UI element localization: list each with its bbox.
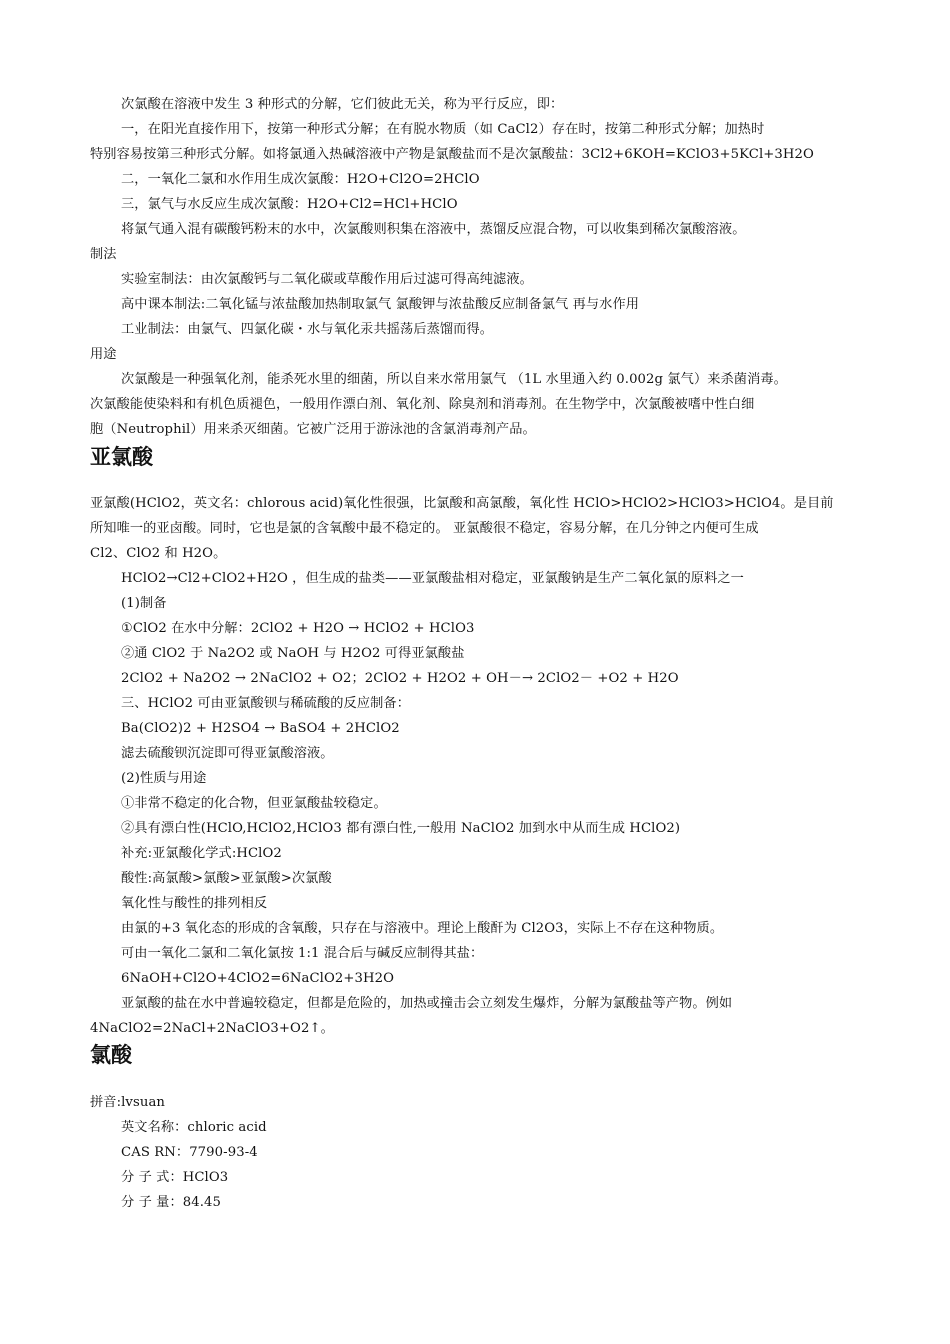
paragraph-line: 由氯的+3 氧化态的形成的含氧酸，只存在与溶液中。理论上酸酐为 Cl2O3，实际上不存在这种物质。: [121, 921, 724, 936]
paragraph-line: 三、HClO2 可由亚氯酸钡与稀硫酸的反应制备：: [121, 696, 410, 711]
paragraph-line: HClO2→Cl2+ClO2+H2O ，但生成的盐类——亚氯酸盐相对稳定，亚氯酸钠是生产二氧化氯的原料之一: [121, 571, 744, 586]
paragraph-line: 酸性:高氯酸>氯酸>亚氯酸>次氯酸: [121, 871, 332, 886]
paragraph-line: ②具有漂白性(HClO,HClO2,HClO3 都有漂白性,一般用 NaClO2 加到水中从而生成 HClO2): [121, 821, 681, 836]
paragraph-line: ②通 ClO2 于 Na2O2 或 NaOH 与 H2O2 可得亚氯酸盐: [121, 646, 465, 661]
paragraph-line: 将氯气通入混有碳酸钙粉末的水中，次氯酸则积集在溶液中，蒸馏反应混合物，可以收集到稀次氯酸溶液。: [121, 222, 746, 237]
subsection-label: 制法: [90, 247, 117, 262]
paragraph-line: 补充:亚氯酸化学式:HClO2: [121, 846, 282, 861]
paragraph-line: 次氯酸是一种强氧化剂，能杀死水里的细菌，所以自来水常用氯气 （1L 水里通入约 0.002g 氯气）来杀菌消毒。: [121, 372, 787, 387]
paragraph-line: Cl2、ClO2 和 H2O。: [90, 546, 227, 561]
paragraph-line: (1)制备: [121, 596, 167, 611]
paragraph-line: 所知唯一的亚卤酸。同时，它也是氯的含氧酸中最不稳定的。 亚氯酸很不稳定，容易分解，在几分钟之内便可生成: [90, 521, 759, 536]
paragraph-line: 实验室制法：由次氯酸钙与二氧化碳或草酸作用后过滤可得高纯滤液。: [121, 272, 533, 287]
paragraph-line: ①ClO2 在水中分解：2ClO2 + H2O → HClO2 + HClO3: [121, 621, 475, 636]
paragraph-line: 特别容易按第三种形式分解。如将氯通入热碱溶液中产物是氯酸盐而不是次氯酸盐：3Cl2+6KOH=KClO3+5KCl+3H2O: [90, 147, 814, 162]
subsection-label: 用途: [90, 347, 117, 362]
paragraph-line: 胞（Neutrophil）用来杀灭细菌。它被广泛用于游泳池的含氯消毒剂产品。: [90, 422, 536, 437]
paragraph-line: 次氯酸能使染料和有机色质褪色，一般用作漂白剂、氧化剂、除臭剂和消毒剂。在生物学中，次氯酸被嗜中性白细: [90, 397, 755, 412]
paragraph-line: ①非常不稳定的化合物，但亚氯酸盐较稳定。: [121, 796, 387, 811]
paragraph-line: (2)性质与用途: [121, 771, 207, 786]
paragraph-line: 6NaOH+Cl2O+4ClO2=6NaClO2+3H2O: [121, 971, 395, 986]
paragraph-line: 次氯酸在溶液中发生 3 种形式的分解，它们彼此无关，称为平行反应，即：: [121, 97, 564, 112]
paragraph-line: 可由一氧化二氯和二氧化氯按 1:1 混合后与碱反应制得其盐：: [121, 946, 484, 961]
paragraph-line: 亚氯酸的盐在水中普遍较稳定，但都是危险的，加热或撞击会立刻发生爆炸，分解为氯酸盐等产物。例如: [121, 996, 733, 1011]
paragraph-line: 滤去硫酸钡沉淀即可得亚氯酸溶液。: [121, 746, 334, 761]
paragraph-line: Ba(ClO2)2 + H2SO4 → BaSO4 + 2HClO2: [121, 721, 400, 736]
paragraph-line: 4NaClO2=2NaCl+2NaClO3+O2↑。: [90, 1021, 334, 1036]
section-heading: 氯酸: [90, 1043, 132, 1067]
paragraph-line: 英文名称：chloric acid: [121, 1120, 267, 1135]
paragraph-line: 高中课本制法:二氧化锰与浓盐酸加热制取氯气 氯酸钾与浓盐酸反应制备氯气 再与水作用: [121, 297, 640, 312]
paragraph-line: 拼音:lvsuan: [90, 1095, 166, 1110]
paragraph-line: 二，一氧化二氯和水作用生成次氯酸：H2O+Cl2O=2HClO: [121, 172, 480, 187]
paragraph-line: 氧化性与酸性的排列相反: [121, 896, 268, 911]
paragraph-line: 分 子 式：HClO3: [121, 1170, 229, 1185]
paragraph-line: 工业制法：由氯气、四氯化碳・水与氧化汞共摇荡后蒸馏而得。: [121, 322, 494, 337]
paragraph-line: 分 子 量：84.45: [121, 1195, 221, 1210]
paragraph-line: 一，在阳光直接作用下，按第一种形式分解；在有脱水物质（如 CaCl2）存在时，按第二种形式分解；加热时: [121, 122, 765, 137]
paragraph-line: CAS RN：7790-93-4: [121, 1145, 258, 1160]
section-heading: 亚氯酸: [90, 445, 153, 469]
paragraph-line: 三，氯气与水反应生成次氯酸：H2O+Cl2=HCl+HClO: [121, 197, 458, 212]
paragraph-line: 亚氯酸(HClO2，英文名：chlorous acid)氧化性很强，比氯酸和高氯酸，氧化性 HClO>HClO2>HClO3>HClO4。是目前: [90, 496, 834, 511]
paragraph-line: 2ClO2 + Na2O2 → 2NaClO2 + O2；2ClO2 + H2O2 + OH－→ 2ClO2－ +O2 + H2O: [121, 671, 679, 686]
